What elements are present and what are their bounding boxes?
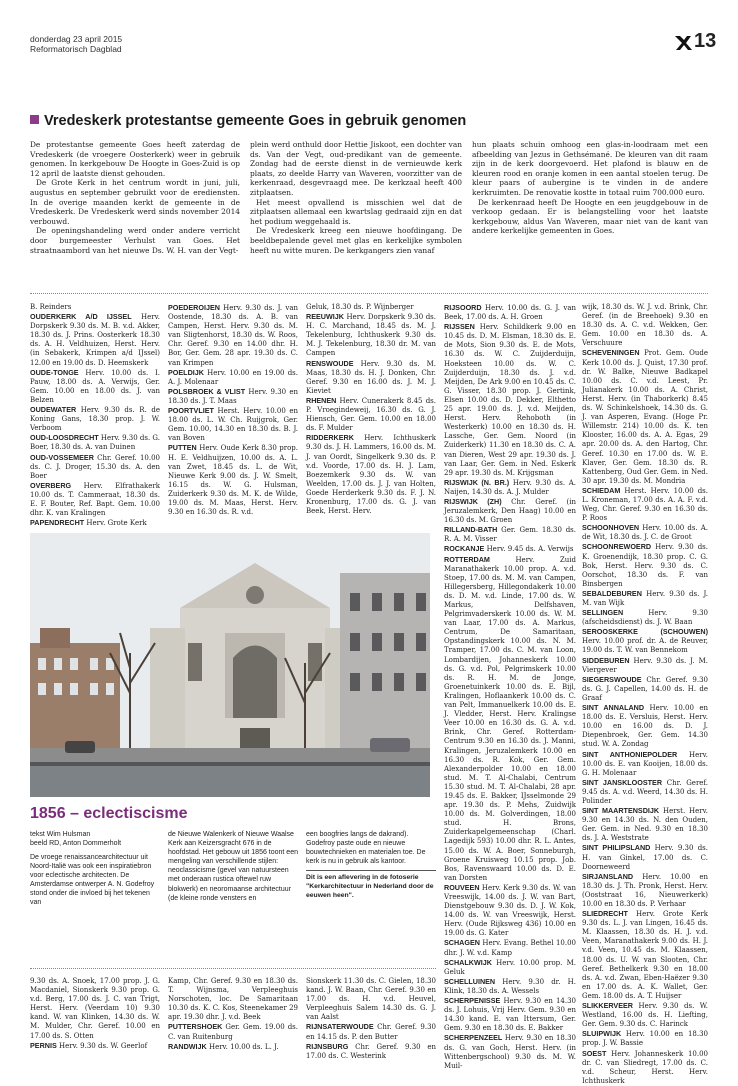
- place-name: SCHERPENISSE: [444, 996, 501, 1006]
- listing-column-5: [582, 303, 709, 1085]
- place-name: RIJSWIJK (ZH): [444, 496, 502, 506]
- place-name: RIJSSEN: [444, 322, 475, 332]
- listing-entry: [582, 303, 708, 348]
- place-name: SINT ANNALAND: [582, 703, 645, 713]
- paragraph: De Grote Kerk in het centrum wordt in juni, juli, augustus en september gebruikt voor de erediensten. In de overige maanden kerkt de gemeente in de Vredeskerk. De Vredeskerk werd sinds november 2014 verbouwd.: [30, 178, 240, 226]
- place-name: PUTTEN: [168, 443, 197, 453]
- service-details: B. Reinders: [30, 303, 72, 311]
- article-headline: [30, 112, 720, 130]
- listing-column-bottom-3: [306, 977, 436, 1060]
- service-details: Herv. 10.00 ds. A. de Wit, 18.30 ds. J. C. de Groot: [582, 524, 708, 542]
- listing-entry: [306, 1042, 436, 1061]
- service-details: Herv. 10.00 ds. I. Pauw, 18.00 ds. A. Verwijs, Ger. Gem. 10.00 en 18.00 ds. J. van Belzen: [30, 368, 160, 404]
- listing-column-4: [444, 303, 577, 1070]
- service-details: Herv. Grote Kerk 9.30 ds. L. J. van Lingen, 16.45 ds. M. Klaassen, 18.30 ds. H. J. v.d. Veen, Maranathakerk 9.00 ds. H. J. v.d. Veen, 10.45 ds. M. Klaassen, 18.00 ds. U. W. van Slooten, Chr. Geref. Bethelkerk 9.30 en 18.00 ds. A. v.d. Zwan, Eben-Haëzer 9.30 en 17.00 ds. A. K. Wallet, Ger. Gem. 18.00 ds. A. T. Huijser: [582, 910, 708, 1000]
- service-details: Herv. Dorpskerk 9.30 ds. M. B. v.d. Akker, 18.30 ds. J. Prins. Oosterkerk 18.30 ds. A. H. Veldhuizen, Herst. Herv. (in Sebakerk, Krimpen a/d IJssel) 12.00 en 19.00 ds. D. Heemskerk: [30, 313, 161, 367]
- place-name: SINT ANTHONIEPOLDER: [582, 749, 678, 759]
- service-details: Sionskerk 11.30 ds. C. Gielen, 18.30 kand. J. W. Baan, Chr. Geref. 9.30 en 17.00 ds. H. v.d. Heuvel, Verpleeghuis Salem 14.30 ds. G. J. van Aalst: [306, 977, 436, 1022]
- service-details: Herv. 10.00 prof. dr. A. de Reuver, 19.00 ds. T. W. van Bennekom: [582, 637, 708, 655]
- service-details: Herv. 10.00 en 18.30 prop. J. W. Bassie: [582, 1030, 708, 1048]
- place-name: SLIEDRECHT: [582, 909, 628, 919]
- listing-entry: [306, 1022, 436, 1041]
- service-details: Chr. Geref. 9.30 ds. G. J. Capellen, 14.00 ds. H. de Graaf: [582, 675, 708, 702]
- place-name: POELDIJK: [168, 367, 204, 377]
- place-name: SIRJANSLAND: [582, 871, 634, 881]
- place-name: RIDDERKERK: [306, 433, 354, 443]
- listing-entry: [30, 368, 160, 405]
- photo-feature-column-2: [168, 830, 298, 930]
- place-name: OUDERKERK A/D IJSSEL: [30, 312, 132, 322]
- service-details: Herv. 10.00 ds. L. J.: [206, 1042, 279, 1051]
- listing-entry: [168, 1022, 298, 1041]
- place-name: ROTTERDAM: [444, 554, 490, 564]
- place-name: SEROOSKERKE (SCHOUWEN): [582, 627, 708, 637]
- service-details: Herv. 9.30 (afscheidsdienst) ds. J. W. Baan: [582, 609, 708, 627]
- paragraph: De protestantse gemeente Goes heeft zaterdag de Vredeskerk (de vroegere Oosterkerk) weer in gebruik genomen. In kerkgebouw De Hoogte in Goes-Zuid is op 12 april de laatste dienst gehouden.: [30, 140, 240, 178]
- photo-feature-column-1: [30, 853, 160, 928]
- place-name: PERNIS: [30, 1040, 57, 1050]
- listing-entry: [306, 303, 436, 312]
- place-name: ROCKANJE: [444, 544, 485, 554]
- service-details: Herv. Oude Kerk 8.30 prop. H. E. Veldhuijzen, 10.00 ds. A. L. van Zwet, 18.45 ds. L. de Wit, Nieuwe Kerk 9.00 ds. J. W. Smelt, 16.15 ds. W. G. Hulsman, Zuiderkerk 9.30 ds. M. K. de Wilde, 19.00 ds. M. Maas, Herst. Herv. 9.30 en 16.30 ds. R. v.d.: [168, 444, 298, 517]
- service-details: Herv. 9.30 en 14.30 ds. J. Lohuis, Vrij Herv. Gem. 9.30 en 14.30 kand. E. van Ittersum, Ger. Gem. 9.30 en 18.30 ds. E. Bakker: [444, 997, 576, 1033]
- service-details: Herv. 10.00 en 19.00 ds. A. J. Molenaar: [168, 368, 298, 386]
- paragraph: De openingshandeling werd onder andere verricht door burgemeester Verhulst van Goes. Het straatnaambord van het nieuwe Ds. W. H. van der Vegt-: [30, 226, 240, 255]
- listing-entry: [444, 883, 576, 939]
- listing-entry: [168, 303, 298, 368]
- page-header: [30, 34, 122, 54]
- service-details: Herst. Herv. 10.00 en 18.00 ds. L. W. Ch. Ruijgrok, Ger. Gem. 10.00, 14.30 en 18.30 ds. B. J. van Boven: [168, 407, 298, 443]
- service-details: Herv. 9.30 ds. J. M. van Wijk: [582, 589, 708, 607]
- listing-entry: [30, 518, 160, 528]
- listing-entry: [582, 675, 708, 703]
- place-name: POEDEROIJEN: [168, 303, 220, 312]
- service-details: Herv. Ichthuskerk 9.30 ds. J. H. Lammers, 16.00 ds. M. J. van Oordt, Singelkerk 9.30 ds. P. v.d. Voorde, 17.00 ds. H. J. Lam, Boezemkerk 9.30 ds. W. van Weelden, 17.00 ds. J. J. van Holten, Goede Herderkerk 9.30 ds. F. J. N. Kronenburg, 17.00 ds. G. J. van Beek, Herst. Herv.: [306, 434, 436, 516]
- listing-entry: [582, 608, 708, 627]
- place-name: OUDE-TONGE: [30, 367, 79, 377]
- paragraph: Het meest opvallend is misschien wel dat de zitplaatsen allemaal een kwartslag gedraaid zijn en dat het podium weggehaald is.: [250, 197, 462, 226]
- paragraph: plein werd onthuld door Hettie Jiskoot, een dochter van ds. Van der Vegt, oud-predikant van de gemeente. Zondag had de eerste dienst in de vernieuwde kerk plaats, zo deelde Harry van Waveren, voorzitter van de kerkenraad, desgevraagd mee. De kerkzaal heeft 400 zitplaatsen.: [250, 140, 462, 197]
- listing-entry: [582, 872, 708, 909]
- listing-entry: [444, 544, 576, 554]
- photo-credit: beeld RD, Anton Dommerholt: [30, 840, 122, 847]
- place-name: RIJSWIJK (N. BR.): [444, 477, 510, 487]
- place-name: OVERBERG: [30, 480, 72, 490]
- church-photo: [30, 533, 430, 797]
- service-details: Herv. 9.30 ds. G. Boer, 18.30 ds. A. van Duinen: [30, 434, 160, 452]
- listing-entry: [582, 627, 708, 655]
- place-name: SCHOONHOVEN: [582, 523, 640, 533]
- photo-feature-column-3: [306, 830, 436, 870]
- paragraph: De vroege renaissancearchitectuur uit Noord-Italië was ook een inspiratiebron voor eclectische architecten. De Amsterdamse ontwerper A. N. Godefroy stond onder die invloed bij het tekenen van: [30, 854, 155, 907]
- listing-entry: [582, 486, 708, 523]
- service-details: Herv. 9.30 dr. H. Klink, 18.30 ds. A. Wessels: [444, 977, 576, 995]
- photo-feature-title: 1856 – eclectiscisme: [30, 805, 188, 822]
- divider: [30, 293, 708, 294]
- listing-column-3: [306, 303, 436, 528]
- service-details: Kamp, Chr. Geref. 9.30 en 18.30 ds. T. Wijnsma, Verpleeghuis Norschoten, loc. De Samaritaan 10.30 ds. K. C. Kos, Steenekamer 29 apr. 19.30 dhr. J. v.d. Beek: [168, 977, 298, 1022]
- place-name: OUDEWATER: [30, 405, 77, 415]
- service-details: Herv. 9.30 ds. W. Geerlof: [56, 1041, 148, 1050]
- headline-text: Vredeskerk protestantse gemeente Goes in gebruik genomen: [44, 113, 467, 129]
- place-name: SCHERPENZEEL: [444, 1033, 503, 1043]
- place-name: OUD-LOOSDRECHT: [30, 433, 99, 443]
- listing-entry: [444, 996, 576, 1033]
- service-details: Chr. Geref. (in Jeruzalemkerk, Den Haag) 10.00 en 16.30 ds. M. Groen: [444, 497, 577, 525]
- service-details: Ger. Gem. 19.00 ds. C. van Ruitenburg: [168, 1023, 298, 1041]
- listing-entry: [444, 322, 576, 478]
- place-name: RANDWIJK: [168, 1041, 207, 1051]
- listing-entry: [444, 497, 576, 525]
- place-name: SCHEVENINGEN: [582, 348, 640, 358]
- place-name: SEBALDEBUREN: [582, 588, 642, 598]
- paragraph: De kerkenraad heeft De Hoogte en een jeugdgebouw in de verkoop gedaan. Er is belangstelling voor het laatste kerkgebouw, aldus Van Waveren, maar niet van de kant van andere kerkelijke gemeenten in Goes.: [472, 197, 708, 236]
- place-name: SCHIEDAM: [582, 485, 621, 495]
- service-details: Herv. 9.30 en 18.30 ds. J. T. Maas: [168, 387, 299, 405]
- service-details: Herv. Grote Kerk: [84, 519, 147, 528]
- place-name: RIJSOORD: [444, 303, 482, 312]
- listing-entry: [582, 806, 708, 843]
- place-name: SINT MAARTENSDIJK: [582, 806, 660, 816]
- service-details: Chr. Geref. 10.00 ds. C. J. Droger, 15.30 ds. A. den Boer: [30, 453, 160, 480]
- service-details: Herv. 10.00 en 18.00 ds. E. Versluis, Herst. Herv. 10.00 en 16.00 ds. D. J. Diepenbroek, Ger. Gem. 14.30 stud. W. A. Zondag: [582, 704, 708, 749]
- listing-entry: [30, 481, 160, 518]
- listing-column-1: [30, 303, 160, 528]
- listing-entry: [582, 1001, 708, 1029]
- place-name: RIJNSBURG: [306, 1041, 349, 1051]
- place-name: RILLAND-BATH: [444, 525, 498, 535]
- service-details: Herv. 10.00 prop. M. Geluk: [444, 958, 576, 976]
- service-details: Herv. 9.30 ds. A. Naijen, 14.30 ds. A. J. Mulder: [444, 478, 577, 496]
- place-name: RIJNSATERWOUDE: [306, 1022, 374, 1032]
- listing-entry: [582, 1049, 708, 1086]
- service-details: Chr. Geref. 9.30 en 17.00 ds. C. Westerink: [306, 1042, 436, 1060]
- divider: [30, 968, 436, 969]
- service-details: Chr. Geref. 9.45 ds. A. v.d. Weerd, 14.30 ds. H. Polinder: [582, 778, 708, 805]
- listing-entry: [30, 453, 160, 481]
- paragraph: hun plaats schuin omhoog een glas-in-loodraam met een afbeelding van Jezus in Gethsémané. De kleuren van dit raam zijn in de kerk doorgevoerd. Het plafond is blauw en de kleuren rood en oranje komen in een aantal stoelen terug. De kleur paars of aubergine is te vinden in de andere kerkruimten. De renovatie kostte in totaal ruim 700.000 euro.: [472, 140, 708, 197]
- church-illustration-icon: [30, 533, 430, 797]
- section-marker-icon: [30, 115, 39, 124]
- place-name: SIDDEBUREN: [582, 655, 630, 665]
- service-details: 9.30 ds. A. Snoek, 17.00 prop. J. G. Macdaniel, Sionskerk 9.30 prop. G. v.d. Berg, 17.00 ds. J. C. van Trigt, Herst. Herv. (Veerdam 10) 9.30 kand. W. van Klinken, 14.30 ds. W. M. Mulder, Chr. Geref. 10.00 en 17.00 ds. S. Otten: [30, 977, 160, 1040]
- listing-entry: [30, 433, 160, 452]
- service-details: Herv. Schildkerk 9.00 en 10.45 ds. D. M. Elsman, 18.30 ds. E. de Mots, Sion 9.30 ds. E. de Mots, 16.30 ds. W. C. Zuijderduijn, Hoeksteen 10.00 ds. W. C. Zuijderduijn, 18.30 ds. J. v.d. Meijden, De Ark 9.00 en 10.45 ds. C. G. Visser, 18.30 prop. J. Gertink, Elsen 10.00 ds. D. Dekker, Elthetto 25 apr. 19.00 ds. J. v.d. Meijden, Herst. Herv. Rehoboth (in Westerkerk) 10.00 en 18.30 ds. H. Lassche, Ger. Gem. Noord (in Zuiderkerk) 11.30 en 18.30 ds. C. A. van Dieren, West 29 apr. 19.30 ds. J. van Laar, Ger. Gem. in Ned. Eskerk 29 apr. 19.30 ds. M. Krijgsman: [444, 323, 576, 477]
- service-details: Herv. 9.30 ds. J. van Oostende, 18.30 ds. A. B. van Campen, Herst. Herv. 9.30 ds. M. van Sligtenhorst, 18.30 ds. W. Roos, Chr. Geref. 9.30 en 14.00 dhr. H. Bor, Ger. Gem. 28 apr. 19.30 ds. C. van Krimpen: [168, 304, 298, 367]
- place-name: SCHAGEN: [444, 938, 480, 948]
- service-details: Herv. Johanneskerk 10.00 dr. C. van Sliedregt, 17.00 ds. C. v.d. Scheur, Herst. Herv. Ichthuskerk: [582, 1049, 708, 1085]
- service-details: Herv. 10.00 en 18.30 ds. J. Th. Pronk, Herst. Herv. (Ooststraat 16, Nieuwerkerk) 10.00 en 18.30 ds. P. Verhaar: [582, 872, 708, 908]
- article-column-3: [472, 140, 708, 290]
- newspaper-name: Reformatorisch Dagblad: [30, 44, 122, 54]
- paragraph: een boogfries langs de dakrand). Godefroy paste oude en nieuwe bouwtechnieken en materialen toe. De kerk is nu in gebruik als kantoor.: [306, 831, 426, 866]
- series-note: Dit is een aflevering in de fotoserie "Kerkarchitectuur in Nederland door de eeuwen heen".: [306, 870, 436, 900]
- place-name: SELLINGEN: [582, 608, 624, 618]
- service-details: Herv. 9.30 ds. J. M. Viergever: [582, 656, 708, 674]
- text-credit: tekst Wim Hulsman: [30, 831, 91, 838]
- listing-entry: [306, 433, 436, 516]
- place-name: RENSWOUDE: [306, 358, 354, 368]
- place-name: SCHELLUINEN: [444, 976, 496, 986]
- place-name: OUD-VOSSEMEER: [30, 452, 94, 462]
- place-name: POLSBROEK & VLIST: [168, 386, 246, 396]
- listing-entry: [30, 1041, 160, 1051]
- listing-entry: [582, 750, 708, 778]
- listing-entry: [30, 303, 160, 312]
- listing-entry: [306, 396, 436, 433]
- listing-entry: [582, 1029, 708, 1048]
- listing-entry: [444, 977, 576, 996]
- service-details: Geluk, 18.30 ds. P. Wijnberger: [306, 303, 414, 311]
- service-details: Herv. 9.30 ds. M. Maas, 18.30 ds. H. J. Donken, Chr. Geref. 9.30 en 16.00 ds. J. M. J. Kieviet: [306, 359, 436, 395]
- service-details: Herv. 9.30 ds. H. van Ginkel, 17.00 ds. C. Doorneweerd: [582, 844, 708, 871]
- service-details: Chr. Geref. 9.30 en 14.15 ds. P. den Butter: [306, 1023, 436, 1041]
- listing-entry: [168, 443, 298, 517]
- place-name: SCHOONREWOERD: [582, 542, 652, 552]
- listing-entry: [582, 348, 708, 485]
- listing-entry: [582, 843, 708, 871]
- listing-entry: [582, 589, 708, 608]
- listing-entry: [582, 703, 708, 749]
- listing-entry: [30, 977, 160, 1041]
- paragraph: de Nieuwe Walenkerk of Nieuwe Waalse Kerk aan Keizersgracht 676 in de hoofdstad. Het gebouw uit 1856 toont een mengeling van verschillende stijlen: neoclassicisme (gevel van natuursteen met onderaan rustica oftewel ruw blokwerk) en neoromaanse architectuur (de kleine ronde vensters en: [168, 831, 298, 902]
- listing-entry: [168, 368, 298, 387]
- listing-entry: [582, 656, 708, 675]
- service-details: Herv. 9.45 ds. A. Verwijs: [484, 545, 574, 554]
- service-details: Herst. Herv. 9.30 en 14.30 ds. N. den Ouden, Ger. Gem. in Ned. 9.30 en 18.30 ds. J. A. Weststrate: [582, 807, 708, 843]
- listing-entry: [582, 542, 708, 588]
- place-name: POORTVLIET: [168, 406, 214, 416]
- listing-entry: [444, 958, 576, 977]
- service-details: Herv. 9.30 ds. K. Groenendijk, 18.30 prop. C. G. Bok, Herst. Herv. 9.30 ds. C. Oorschot, 18.30 ds. F. van Binsbergen: [582, 543, 708, 588]
- place-name: PUTTERSHOEK: [168, 1022, 223, 1032]
- edition-date: donderdag 23 april 2015: [30, 34, 123, 44]
- listing-entry: [582, 523, 708, 542]
- place-name: REEUWIJK: [306, 312, 344, 322]
- service-details: wijk, 18.30 ds. W. J. v.d. Brink, Chr. Geref. (in de Breehoek) 9.30 en 18.30 ds. A. C. v.d. Wekken, Ger. Gem. 10.00 en 18.30 ds. A. Verschuure: [582, 303, 708, 348]
- place-name: SLIKKERVEER: [582, 1001, 633, 1011]
- place-name: SLUIPWIJK: [582, 1029, 622, 1039]
- listing-entry: [306, 977, 436, 1022]
- place-name: SIEGERSWOUDE: [582, 674, 642, 684]
- service-details: Herv. 10.00 ds. E. van Kooijen, 18.00 ds. G. H. Molenaar: [582, 750, 709, 777]
- service-details: Herv. 10.00 ds. G. J. van Beek, 17.00 ds. A. H. Groen: [444, 304, 576, 322]
- listing-entry: [30, 312, 160, 368]
- place-name: RHENEN: [306, 395, 337, 405]
- listing-entry: [444, 525, 576, 544]
- listing-entry: [168, 1042, 298, 1052]
- service-details: Herv. 9.30 ds. W. Westland, 16.00 ds. H. Liefting, Ger. Gem. 9.30 ds. C. Harinck: [582, 1002, 708, 1029]
- place-name: PAPENDRECHT: [30, 518, 85, 528]
- listing-column-bottom-2: [168, 977, 298, 1052]
- article-column-1: [30, 140, 240, 290]
- place-name: ROUVEEN: [444, 882, 480, 892]
- listing-entry: [444, 555, 576, 883]
- place-name: SINT JANSKLOOSTER: [582, 777, 663, 787]
- listing-entry: [168, 387, 298, 406]
- page-number: 13: [694, 30, 717, 52]
- photo-feature-credits: [30, 830, 121, 848]
- listing-entry: [306, 312, 436, 358]
- listing-entry: [444, 1033, 576, 1070]
- listing-entry: [444, 303, 576, 322]
- service-details: Herv. Dorpskerk 9.30 ds. H. C. Marchand, 18.45 ds. M. J. Tekelenburg, Ichthuskerk 9.30 ds. M. J. Tekelenburg, 18.30 dr. M. van Campen: [306, 313, 436, 358]
- listing-entry: [582, 909, 708, 1001]
- listing-entry: [306, 359, 436, 396]
- service-details: Herv. 9.30 en 18.30 ds. G. van Goch, Herst. Herv. (in Wittenbergschool) 9.30 ds. M. W. Muil-: [444, 1034, 576, 1070]
- service-details: Prot. Gem. Oude Kerk 10.00 ds. J. Quist, 17.30 prof. dr. W. Balke, Nieuwe Badkapel 10.00 ds. C. v.d. Leest, Pr. Julianakerk 10.00 ds. A. Christ, Herst. Herv. (in Thaborkerk) 8.45 ds. W. Schinkelshoek, 14.30 ds. G. J. van Asperen, Evang. (Hoge Pr. Willemstr. 214) 10.00 ds. K. ten Klooster, 16.00 ds. A. A. Egas, 29 apr. 20.00 ds. A. den Hartog, Chr. Geref. 10.30 en 17.00 ds. W. E. Klaver, Ger. Gem. 18.30 ds. R. Kattenberg, Oud Ger. Gem. in Ned. 30 apr. 19.30 ds. M. Mondria: [582, 349, 708, 485]
- service-details: Herv. Elfrathakerk 10.00 ds. T. Cammeraat, 18.30 ds. E. F. Bouter, Ref. Bapt. Gem. 10.00 dhr. K. van Kralingen: [30, 481, 160, 518]
- service-details: Ger. Gem. 18.30 ds. R. A. M. Visser: [444, 526, 576, 544]
- place-name: SCHALKWIJK: [444, 957, 492, 967]
- listing-entry: [168, 977, 298, 1022]
- listing-entry: [444, 938, 576, 957]
- service-details: Herv. Cunerakerk 8.45 ds. P. Vroegindeweij, 16.30 ds. G. J. Hiensch, Ger. Gem. 10.00 en 18.00 ds. F. Mulder: [306, 396, 436, 433]
- listing-column-2: [168, 303, 298, 528]
- newspaper-logo-icon: [673, 33, 693, 53]
- service-details: Herv. Kerk 9.30 ds. W. van Vreeswijk, 14.00 ds. J. W. van Bart, Dienstgebouw 9.30 ds. D. J. W. Kok, 14.00 ds. W. van Vreeswijk, Herst. Herv. (Oude Rijksweg 436) 10.00 en 19.00 ds. G. Kater: [444, 883, 576, 938]
- service-details: Herst. Herv. 10.00 ds. L. Kroneman, 17.00 ds. A. A. F. v.d. Weg, Chr. Geref. 9.30 en 16.30 ds. P. Roos: [582, 486, 708, 523]
- listing-column-bottom-1: [30, 977, 160, 1052]
- service-details: Herv. Evang. Bethel 10.00 dhr. J. W. v.d. Kamp: [444, 939, 576, 957]
- listing-entry: [168, 406, 298, 443]
- listing-entry: [444, 478, 576, 497]
- service-details: Herv. Zuid Maranathakerk 10.00 prop. A. v.d. Stoep, 17.00 ds. M. M. van Campen, Hillegersberg, Hillegondakerk 10.00 ds. D. M. v.d. Linde, 17.00 ds. W. Markus, Delfshaven, Pelgrimvaderskerk 10.00 ds. W. M. van Laar, 17.00 ds. A. Markus, Centrum, De Samaritaan, Opstandingskerk 10.00 ds. N. M. Tramper, 17.00 ds. C. M. van Loon, Lombardijen, Johanneskerk 10.00 ds. G. v.d. Pol, Pelgrimskerk 10.00 ds. R. H. M. de Jonge, Groenetuinkerk 10.00 ds. E. Bijl, Kralingen, Hoflaankerk 10.00 ds. C. van Pelt, Immanuelkerk 10.00 ds. E. J. Vledder, Herst. Herv. Kralingse Veer 10.00 en 16.30 ds. G. A. v.d. Brink, Chr. Geref. Rotterdam-Centrum 9.30 en 16.30 ds. J. Manni, Kralingen, Jeruzalemkerk 10.00 en 16.30 ds. R. Kok, Ger. Gem. Alexanderpolder 10.00 en 18.00 stud. M. T. Al-Chalabi, Centrum 15.30 stud. M. T. Al-Chalabi, 28 apr. 19.45 ds. E. Bakker, IJsselmonde 29 apr. 19.30 ds. P. Mehs, Zuidwijk 10.00 ds. M. Golverdingen, 18.00 stud. H. Brons, Zuiderkapelgemeenschap (Charl. Lagedijk 593) 10.00 dhr. R. L. Antes, 15.00 ds. W. A. Boer, Sonneburgh, Groene Kruisweg 10.15 prop. Job. Bos, Ravenswaard 10.00 ds. D. E. van Dorsten: [444, 555, 576, 882]
- place-name: SINT PHILIPSLAND: [582, 843, 651, 853]
- service-details: Herv. 9.30 ds. R. de Koning Gans, 18.30 prop. J. W. Verboom: [30, 406, 160, 433]
- listing-entry: [582, 778, 708, 806]
- listing-entry: [30, 405, 160, 433]
- paragraph: De Vredeskerk kreeg een nieuwe hoofdingang. De beeldbepalende gevel met glas en kerkelijke symbolen heeft nu witte muren. De kerkgangers zien vanaf: [250, 226, 462, 255]
- article-column-2: [250, 140, 462, 290]
- place-name: SOEST: [582, 1048, 607, 1058]
